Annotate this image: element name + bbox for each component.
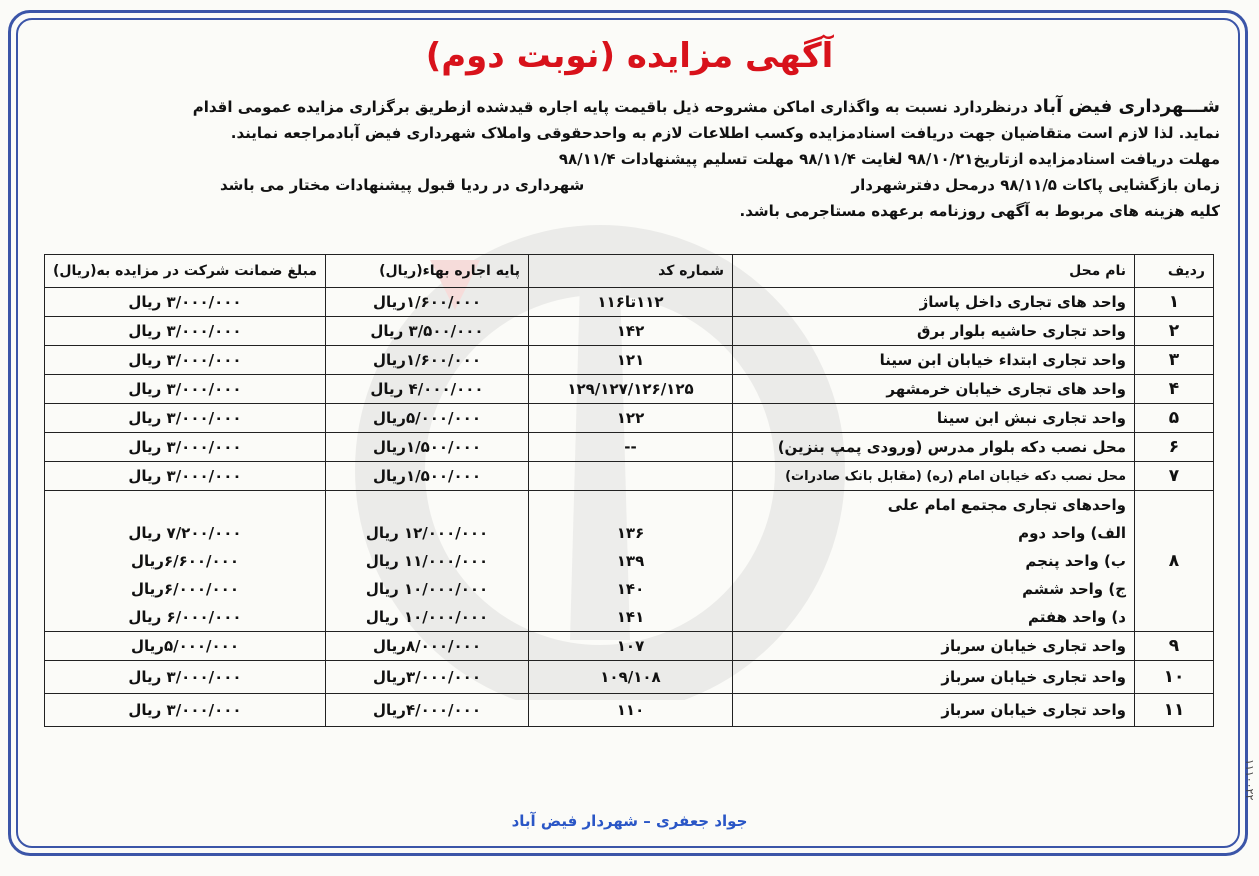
header-idx: ردیف	[1135, 255, 1214, 288]
side-code: ۱۱۱۰۰۲۲	[1243, 759, 1256, 801]
cell-name: واحد تجاری خیابان سرباز	[733, 632, 1135, 661]
table-row	[45, 632, 1214, 661]
unit-name: د) واحد هفتم	[1027, 608, 1126, 626]
unit-rent: ۱۰/۰۰۰/۰۰۰ ریال	[365, 580, 489, 598]
cell-rent	[326, 491, 529, 632]
cell-guarantee: ۳/۰۰۰/۰۰۰ ریال	[45, 661, 326, 694]
cell-guarantee: ۳/۰۰۰/۰۰۰ ریال	[45, 288, 326, 317]
unit-guarantee: ۶/۰۰۰/۰۰۰ ریال	[128, 608, 242, 626]
unit-code: ۱۴۱	[616, 608, 645, 626]
table-row-complex	[45, 491, 1214, 632]
unit-guarantee: ۷/۲۰۰/۰۰۰ ریال	[128, 524, 242, 542]
table-row	[45, 694, 1214, 727]
cell-code: ۱۲۹/۱۲۷/۱۲۶/۱۲۵	[529, 375, 733, 404]
intro-line-2: نماید. لذا لازم است متقاضیان جهت دریافت اسنادمزایده وکسب اطلاعات لازم به واحدحقوقی واملاک شهرداری فیض آبادمراجعه نمایند.	[230, 124, 1220, 142]
page-title: آگهی مزایده (نوبت دوم)	[425, 36, 834, 76]
cell-code: ۱۴۲	[529, 317, 733, 346]
cell-guarantee: ۳/۰۰۰/۰۰۰ ریال	[45, 346, 326, 375]
table-row	[45, 404, 1214, 433]
table-header-row	[45, 255, 1214, 288]
municipality-rights: شهرداری در ردیا قبول پیشنهادات مختار می باشد	[220, 176, 585, 194]
cell-name: واحد تجاری خیابان سرباز	[733, 661, 1135, 694]
cell-rent: ۱/۶۰۰/۰۰۰ریال	[326, 346, 529, 375]
unit-rent: ۱۲/۰۰۰/۰۰۰ ریال	[365, 524, 489, 542]
cell-guarantee	[45, 491, 326, 632]
auction-table	[44, 254, 1214, 727]
municipality-name: شـــهرداری فیض آباد	[1033, 96, 1220, 117]
cell-idx: ۹	[1135, 632, 1214, 661]
cell-name	[733, 491, 1135, 632]
cell-code: ۱۰۷	[529, 632, 733, 661]
cell-idx: ۶	[1135, 433, 1214, 462]
unit-guarantee: ۶/۶۰۰/۰۰۰ریال	[131, 552, 239, 570]
table-row	[45, 317, 1214, 346]
cell-guarantee: ۳/۰۰۰/۰۰۰ ریال	[45, 375, 326, 404]
table-row	[45, 346, 1214, 375]
unit-name: الف) واحد دوم	[1018, 524, 1126, 542]
cell-rent: ۳/۰۰۰/۰۰۰ریال	[326, 661, 529, 694]
cell-idx: ۵	[1135, 404, 1214, 433]
cell-code: ۱۱۰	[529, 694, 733, 727]
cell-idx: ۱۰	[1135, 661, 1214, 694]
cell-name: محل نصب دکه بلوار مدرس (ورودی پمپ بنزین)	[733, 433, 1135, 462]
cell-name: واحد های تجاری داخل پاساژ	[733, 288, 1135, 317]
header-rent: پایه اجاره بهاء(ریال)	[326, 255, 529, 288]
header-guarantee: مبلغ ضمانت شرکت در مزایده به(ریال)	[45, 255, 326, 288]
cell-rent: ۸/۰۰۰/۰۰۰ریال	[326, 632, 529, 661]
unit-guarantee: ۶/۰۰۰/۰۰۰ریال	[131, 580, 239, 598]
cell-code: ۱۱۲تا۱۱۶	[529, 288, 733, 317]
intro-line-3: مهلت دریافت اسنادمزایده ازتاریخ۹۸/۱۰/۲۱ لغایت ۹۸/۱۱/۴ مهلت تسلیم پیشنهادات ۹۸/۱۱/۴	[558, 150, 1220, 168]
cell-idx: ۲	[1135, 317, 1214, 346]
cell-idx: ۱	[1135, 288, 1214, 317]
signature-footer: جواد جعفری – شهردار فیض آباد	[511, 812, 748, 830]
cell-rent: ۳/۵۰۰/۰۰۰ ریال	[326, 317, 529, 346]
cell-rent: ۱/۵۰۰/۰۰۰ریال	[326, 433, 529, 462]
cell-code: ۱۲۱	[529, 346, 733, 375]
cell-idx: ۳	[1135, 346, 1214, 375]
intro-text	[40, 94, 1220, 224]
unit-rent: ۱۱/۰۰۰/۰۰۰ ریال	[365, 552, 489, 570]
table-row	[45, 661, 1214, 694]
cell-guarantee: ۳/۰۰۰/۰۰۰ ریال	[45, 462, 326, 491]
cell-rent: ۱/۵۰۰/۰۰۰ریال	[326, 462, 529, 491]
cell-idx: ۸	[1135, 491, 1214, 632]
intro-line-1	[40, 94, 1220, 120]
unit-code: ۱۴۰	[616, 580, 645, 598]
cell-rent: ۱/۶۰۰/۰۰۰ریال	[326, 288, 529, 317]
cell-code	[529, 462, 733, 491]
cell-guarantee: ۵/۰۰۰/۰۰۰ریال	[45, 632, 326, 661]
table-row	[45, 375, 1214, 404]
cell-name: واحد تجاری حاشیه بلوار برق	[733, 317, 1135, 346]
cell-guarantee: ۳/۰۰۰/۰۰۰ ریال	[45, 317, 326, 346]
opening-time: زمان بازگشایی پاکات ۹۸/۱۱/۵ درمحل دفترشهردار	[851, 176, 1220, 194]
header-name: نام محل	[733, 255, 1135, 288]
cell-rent: ۴/۰۰۰/۰۰۰ ریال	[326, 375, 529, 404]
intro-line-1-text: درنظردارد نسبت به واگذاری اماکن مشروحه ذیل باقیمت پایه اجاره قیدشده ازطریق برگزاری مزایده عمومی اقدام	[192, 98, 1029, 116]
table-row	[45, 288, 1214, 317]
cell-name: محل نصب دکه خیابان امام (ره) (مقابل بانک صادرات)	[733, 462, 1135, 491]
cell-name: واحد های تجاری خیابان خرمشهر	[733, 375, 1135, 404]
cell-idx: ۴	[1135, 375, 1214, 404]
header-code: شماره کد	[529, 255, 733, 288]
cell-rent: ۴/۰۰۰/۰۰۰ریال	[326, 694, 529, 727]
cell-code: --	[529, 433, 733, 462]
cell-code: ۱۲۲	[529, 404, 733, 433]
unit-name: ب) واحد پنجم	[1025, 552, 1126, 570]
cell-guarantee: ۳/۰۰۰/۰۰۰ ریال	[45, 694, 326, 727]
table-row	[45, 433, 1214, 462]
unit-rent: ۱۰/۰۰۰/۰۰۰ ریال	[365, 608, 489, 626]
complex-heading: واحدهای تجاری مجتمع امام علی	[887, 496, 1126, 514]
cell-idx: ۷	[1135, 462, 1214, 491]
intro-line-4	[220, 172, 1220, 198]
cell-guarantee: ۳/۰۰۰/۰۰۰ ریال	[45, 433, 326, 462]
unit-name: ج) واحد ششم	[1022, 580, 1126, 598]
cell-name: واحد تجاری خیابان سرباز	[733, 694, 1135, 727]
cell-guarantee: ۳/۰۰۰/۰۰۰ ریال	[45, 404, 326, 433]
unit-code: ۱۳۶	[616, 524, 645, 542]
cell-code	[529, 491, 733, 632]
cell-rent: ۵/۰۰۰/۰۰۰ریال	[326, 404, 529, 433]
cell-name: واحد تجاری نبش ابن سینا	[733, 404, 1135, 433]
table-row	[45, 462, 1214, 491]
intro-line-5: کلیه هزینه های مربوط به آگهی روزنامه برعهده مستاجرمی باشد.	[739, 202, 1220, 220]
unit-code: ۱۳۹	[616, 552, 645, 570]
cell-name: واحد تجاری ابتداء خیابان ابن سینا	[733, 346, 1135, 375]
cell-idx: ۱۱	[1135, 694, 1214, 727]
cell-code: ۱۰۹/۱۰۸	[529, 661, 733, 694]
